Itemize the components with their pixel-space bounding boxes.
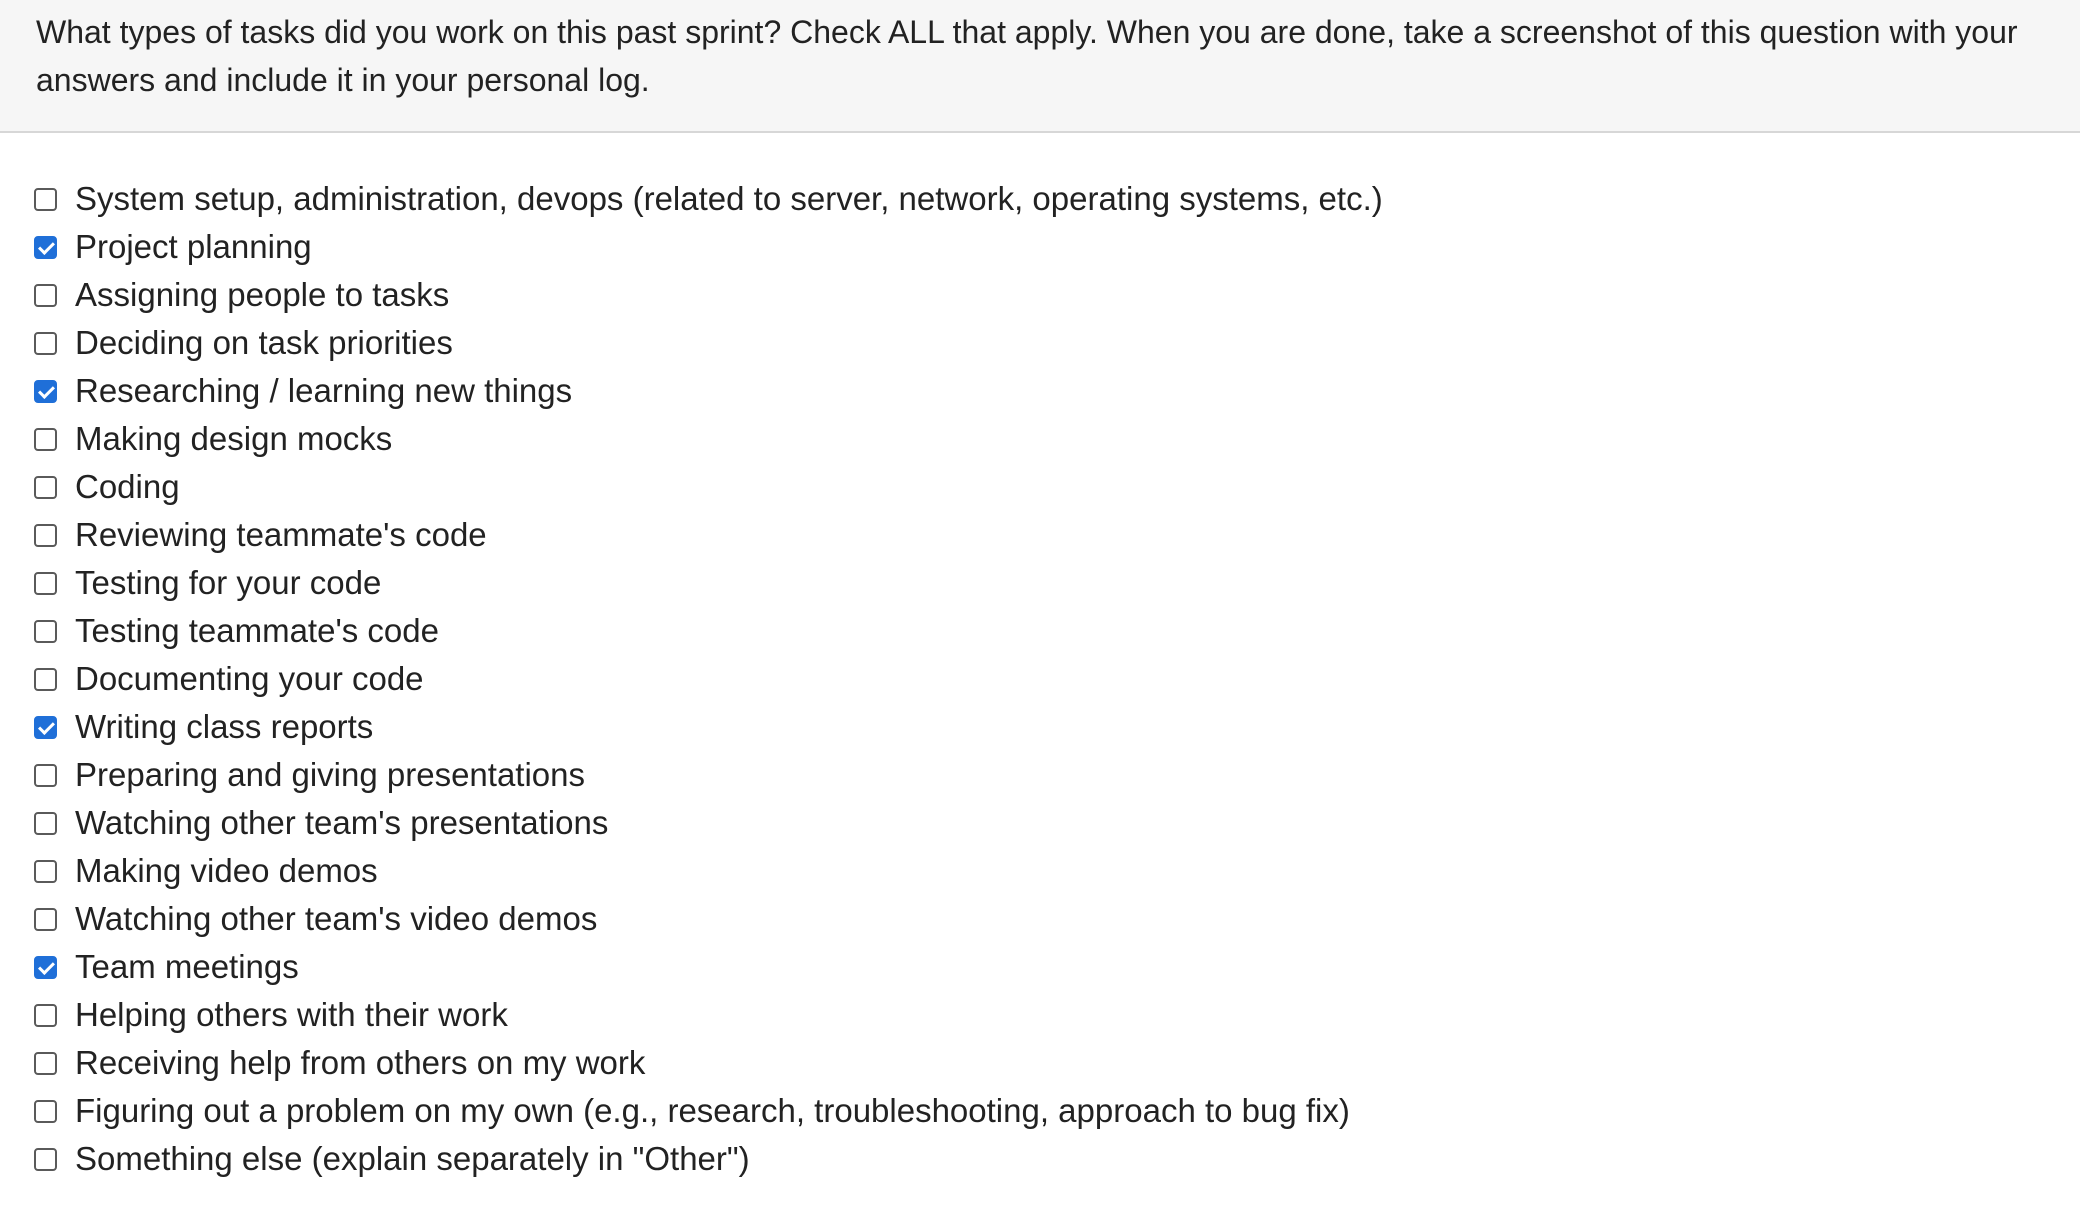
option-item[interactable] (34, 607, 2064, 655)
option-item[interactable] (34, 1039, 2064, 1087)
checkbox[interactable] (34, 1100, 57, 1123)
checkbox[interactable] (34, 860, 57, 883)
checkbox[interactable] (34, 908, 57, 931)
checkbox[interactable] (34, 284, 57, 307)
option-item[interactable] (34, 463, 2064, 511)
option-item[interactable] (34, 175, 2064, 223)
option-label[interactable]: Team meetings (75, 948, 299, 985)
option-label[interactable]: Watching other team's presentations (75, 804, 609, 841)
option-item[interactable] (34, 559, 2064, 607)
option-item[interactable] (34, 799, 2064, 847)
checkbox-checked[interactable] (34, 956, 57, 979)
option-label[interactable]: Reviewing teammate's code (75, 516, 487, 553)
option-item[interactable] (34, 991, 2064, 1039)
checkbox[interactable] (34, 1004, 57, 1027)
option-label[interactable]: Documenting your code (75, 660, 424, 697)
option-label[interactable]: Something else (explain separately in "Other") (75, 1140, 750, 1177)
option-item[interactable] (34, 511, 2064, 559)
option-label[interactable]: Preparing and giving presentations (75, 756, 586, 793)
checkbox[interactable] (34, 1052, 57, 1075)
checkbox[interactable] (34, 812, 57, 835)
checkbox[interactable] (34, 332, 57, 355)
checkbox[interactable] (34, 620, 57, 643)
option-item[interactable] (34, 319, 2064, 367)
option-label[interactable]: Testing for your code (75, 564, 382, 601)
option-label[interactable]: Helping others with their work (75, 996, 508, 1033)
option-label[interactable]: Figuring out a problem on my own (e.g., research, troubleshooting, approach to bug fix) (75, 1092, 1350, 1129)
option-item[interactable] (34, 367, 2064, 415)
option-label[interactable]: Making video demos (75, 852, 378, 889)
option-label[interactable]: Project planning (75, 228, 312, 265)
option-item[interactable] (34, 943, 2064, 991)
checkbox-checked[interactable] (34, 380, 57, 403)
option-label[interactable]: Coding (75, 468, 180, 505)
option-item[interactable] (34, 895, 2064, 943)
option-label[interactable]: Testing teammate's code (75, 612, 439, 649)
answer-options-list (34, 175, 2064, 1183)
checkbox[interactable] (34, 1148, 57, 1171)
option-label[interactable]: Writing class reports (75, 708, 374, 745)
checkbox-checked[interactable] (34, 716, 57, 739)
option-label[interactable]: Watching other team's video demos (75, 900, 598, 937)
option-item[interactable] (34, 415, 2064, 463)
option-label[interactable]: System setup, administration, devops (related to server, network, operating systems, etc.) (75, 180, 1383, 217)
checkbox[interactable] (34, 764, 57, 787)
checkbox[interactable] (34, 428, 57, 451)
option-label[interactable]: Assigning people to tasks (75, 276, 450, 313)
option-item[interactable] (34, 847, 2064, 895)
option-item[interactable] (34, 751, 2064, 799)
option-item[interactable] (34, 1135, 2064, 1183)
checkbox[interactable] (34, 572, 57, 595)
option-item[interactable] (34, 655, 2064, 703)
checkbox[interactable] (34, 668, 57, 691)
option-item[interactable] (34, 1087, 2064, 1135)
checkbox[interactable] (34, 188, 57, 211)
option-label[interactable]: Deciding on task priorities (75, 324, 453, 361)
question-text: What types of tasks did you work on this past sprint? Check ALL that apply. When you are done, take a screenshot of this question with your answers and include it in your personal log. (36, 14, 2018, 98)
option-label[interactable]: Making design mocks (75, 420, 393, 457)
option-item[interactable] (34, 271, 2064, 319)
checkbox-checked[interactable] (34, 236, 57, 259)
option-item[interactable] (34, 223, 2064, 271)
option-label[interactable]: Researching / learning new things (75, 372, 573, 409)
checkbox[interactable] (34, 524, 57, 547)
option-item[interactable] (34, 703, 2064, 751)
option-label[interactable]: Receiving help from others on my work (75, 1044, 646, 1081)
checkbox[interactable] (34, 476, 57, 499)
question-header (0, 0, 2080, 133)
